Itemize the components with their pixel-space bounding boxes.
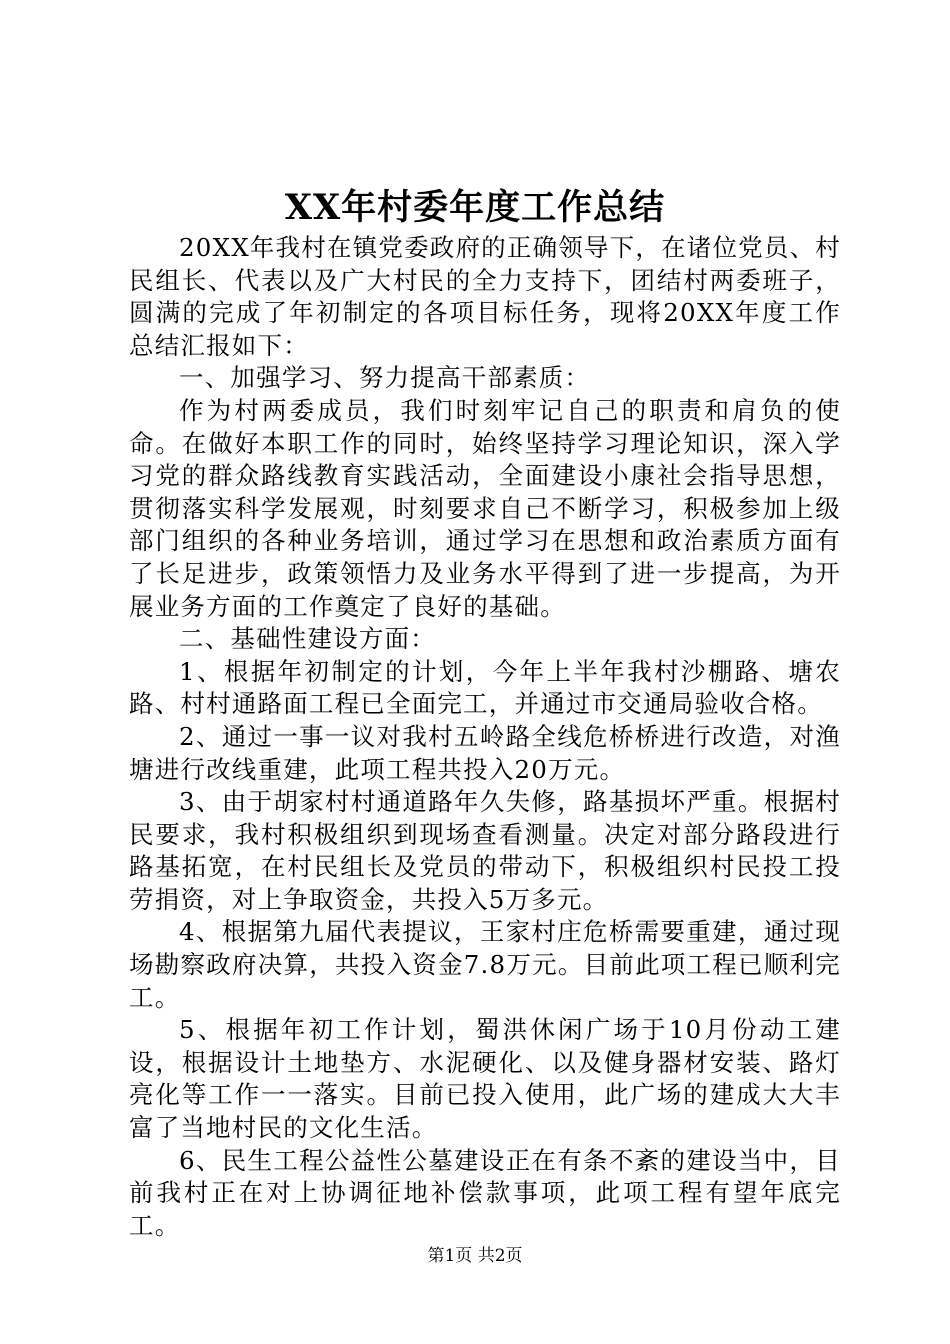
section-heading-1: 一、加强学习、努力提高干部素质：	[179, 363, 591, 393]
list-item-1: 1、根据年初制定的计划，今年上半年我村沙棚路、塘农路、村村通路面工程已全面完工，并通过市交通局验收合格。	[129, 656, 841, 719]
list-item-5: 5、根据年初工作计划，蜀洪休闲广场于10月份动工建设，根据设计土地垫方、水泥硬化、以及健身器材安装、路灯亮化等工作一一落实。目前已投入使用，此广场的建成大大丰富了当地村民的文化生活。	[129, 1015, 841, 1143]
paragraph-intro: 20XX年我村在镇党委政府的正确领导下，在诸位党员、村民组长、代表以及广大村民的全力支持下，团结村两委班子，圆满的完成了年初制定的各项目标任务，现将20XX年度工作总结汇报如下：	[129, 233, 841, 360]
document-body	[129, 232, 841, 1242]
document-title: XX年村委年度工作总结	[284, 187, 666, 228]
page-footer: 第1页 共2页	[427, 1246, 523, 1266]
list-item-6: 6、民生工程公益性公墓建设正在有条不紊的建设当中，目前我村正在对上协调征地补偿款事项，此项工程有望年底完工。	[129, 1145, 841, 1240]
paragraph-section-1: 作为村两委成员，我们时刻牢记自己的职责和肩负的使命。在做好本职工作的同时，始终坚持学习理论知识，深入学习党的群众路线教育实践活动，全面建设小康社会指导思想，贯彻落实科学发展观，时刻要求自己不断学习，积极参加上级部门组织的各种业务培训，通过学习在思想和政治素质方面有了长足进步，政策领悟力及业务水平得到了进一步提高，为开展业务方面的工作奠定了良好的基础。	[129, 395, 841, 621]
section-heading-2: 二、基础性建设方面：	[179, 624, 436, 654]
list-item-3: 3、由于胡家村村通道路年久失修，路基损坏严重。根据村民要求，我村积极组织到现场查看测量。决定对部分路段进行路基拓宽，在村民组长及党员的带动下，积极组织村民投工投劳捐资，对上争取资金，共投入5万多元。	[129, 787, 841, 914]
list-item-4: 4、根据第九届代表提议，王家村庄危桥需要重建，通过现场勘察政府决算，共投入资金7.8万元。目前此项工程已顺利完工。	[129, 917, 841, 1012]
list-item-2: 2、通过一事一议对我村五岭路全线危桥桥进行改造，对渔塘进行改线重建，此项工程共投入20万元。	[129, 721, 841, 784]
